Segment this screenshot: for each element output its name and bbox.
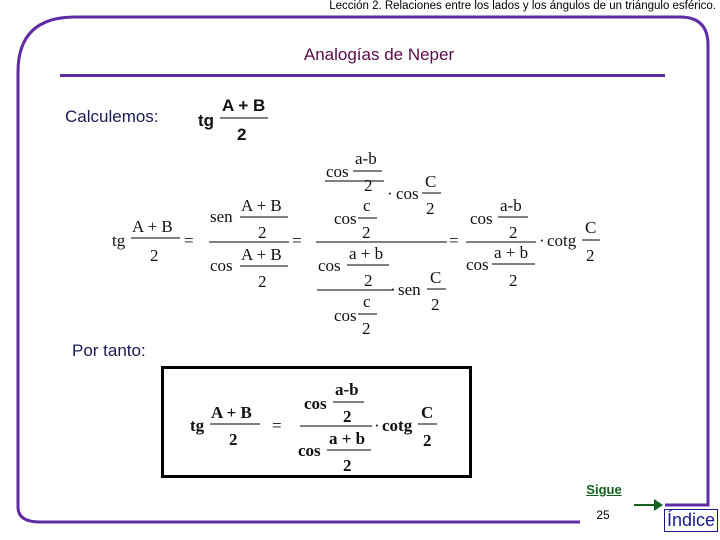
svg-text:·: ·	[374, 416, 380, 435]
svg-text:=: =	[292, 231, 302, 250]
svg-text:2: 2	[509, 271, 518, 290]
svg-text:2: 2	[258, 272, 267, 291]
svg-text:2: 2	[586, 246, 595, 265]
svg-text:cos: cos	[298, 441, 321, 460]
svg-text:2: 2	[362, 319, 371, 338]
svg-text:cos: cos	[318, 256, 341, 275]
svg-text:2: 2	[237, 125, 247, 144]
calculemos-label: Calculemos:	[65, 107, 159, 126]
svg-text:A + B: A + B	[211, 403, 252, 422]
svg-text:a-b: a-b	[500, 196, 522, 215]
svg-text:2: 2	[431, 295, 440, 314]
svg-text:2: 2	[258, 223, 267, 242]
svg-text:tg: tg	[198, 111, 215, 130]
derivation	[112, 149, 600, 338]
svg-text:sen: sen	[210, 207, 233, 226]
next-slide-link[interactable]: Sigue	[586, 482, 622, 497]
svg-text:2: 2	[423, 431, 432, 450]
svg-text:A + B: A + B	[241, 245, 282, 264]
por-tanto-label: Por tanto:	[72, 341, 146, 360]
svg-text:a + b: a + b	[349, 244, 384, 263]
svg-text:2: 2	[343, 456, 352, 475]
svg-text:2: 2	[426, 199, 435, 218]
svg-text:2: 2	[229, 430, 238, 449]
svg-text:tg: tg	[190, 416, 205, 435]
svg-text:a + b: a + b	[494, 243, 529, 262]
svg-text:sen: sen	[398, 280, 421, 299]
svg-text:cotg: cotg	[382, 416, 413, 435]
svg-text:C: C	[585, 218, 597, 237]
svg-text:C: C	[421, 403, 434, 422]
svg-text:·: ·	[390, 280, 396, 299]
svg-text:·: ·	[387, 184, 393, 203]
svg-text:c: c	[363, 196, 371, 215]
svg-text:2: 2	[509, 223, 518, 242]
svg-text:cos: cos	[326, 162, 349, 181]
svg-text:C: C	[425, 172, 437, 191]
svg-text:2: 2	[364, 271, 373, 290]
svg-text:a-b: a-b	[335, 380, 359, 399]
lesson-header: Lección 2. Relaciones entre los lados y los ángulos de un triángulo esférico.	[329, 0, 716, 12]
index-button[interactable]: Índice	[664, 509, 718, 532]
svg-text:cos: cos	[304, 394, 327, 413]
svg-text:2: 2	[150, 246, 159, 265]
svg-text:cos: cos	[210, 256, 233, 275]
svg-text:cos: cos	[396, 184, 419, 203]
neper-result-formula	[190, 380, 437, 475]
svg-text:A + B: A + B	[222, 96, 266, 115]
svg-text:=: =	[449, 231, 459, 250]
page-number: 25	[596, 508, 610, 522]
next-arrow-icon[interactable]	[634, 497, 664, 513]
svg-text:cos: cos	[470, 209, 493, 228]
svg-text:a-b: a-b	[355, 149, 377, 168]
svg-text:·: ·	[539, 231, 545, 250]
slide-title: Analogías de Neper	[303, 45, 455, 64]
svg-text:C: C	[430, 268, 442, 287]
svg-text:2: 2	[364, 176, 373, 195]
svg-text:=: =	[184, 231, 194, 250]
svg-text:2: 2	[362, 223, 371, 242]
svg-text:A + B: A + B	[241, 196, 282, 215]
svg-text:cos: cos	[466, 255, 489, 274]
svg-text:cos: cos	[334, 209, 357, 228]
svg-text:tg: tg	[112, 231, 126, 250]
svg-text:=: =	[272, 416, 282, 435]
svg-text:cos: cos	[334, 306, 357, 325]
intro-formula	[198, 96, 268, 144]
svg-text:A + B: A + B	[132, 217, 173, 236]
svg-text:a + b: a + b	[329, 429, 366, 448]
svg-text:c: c	[363, 292, 371, 311]
svg-text:2: 2	[343, 407, 352, 426]
svg-text:cotg: cotg	[547, 231, 577, 250]
